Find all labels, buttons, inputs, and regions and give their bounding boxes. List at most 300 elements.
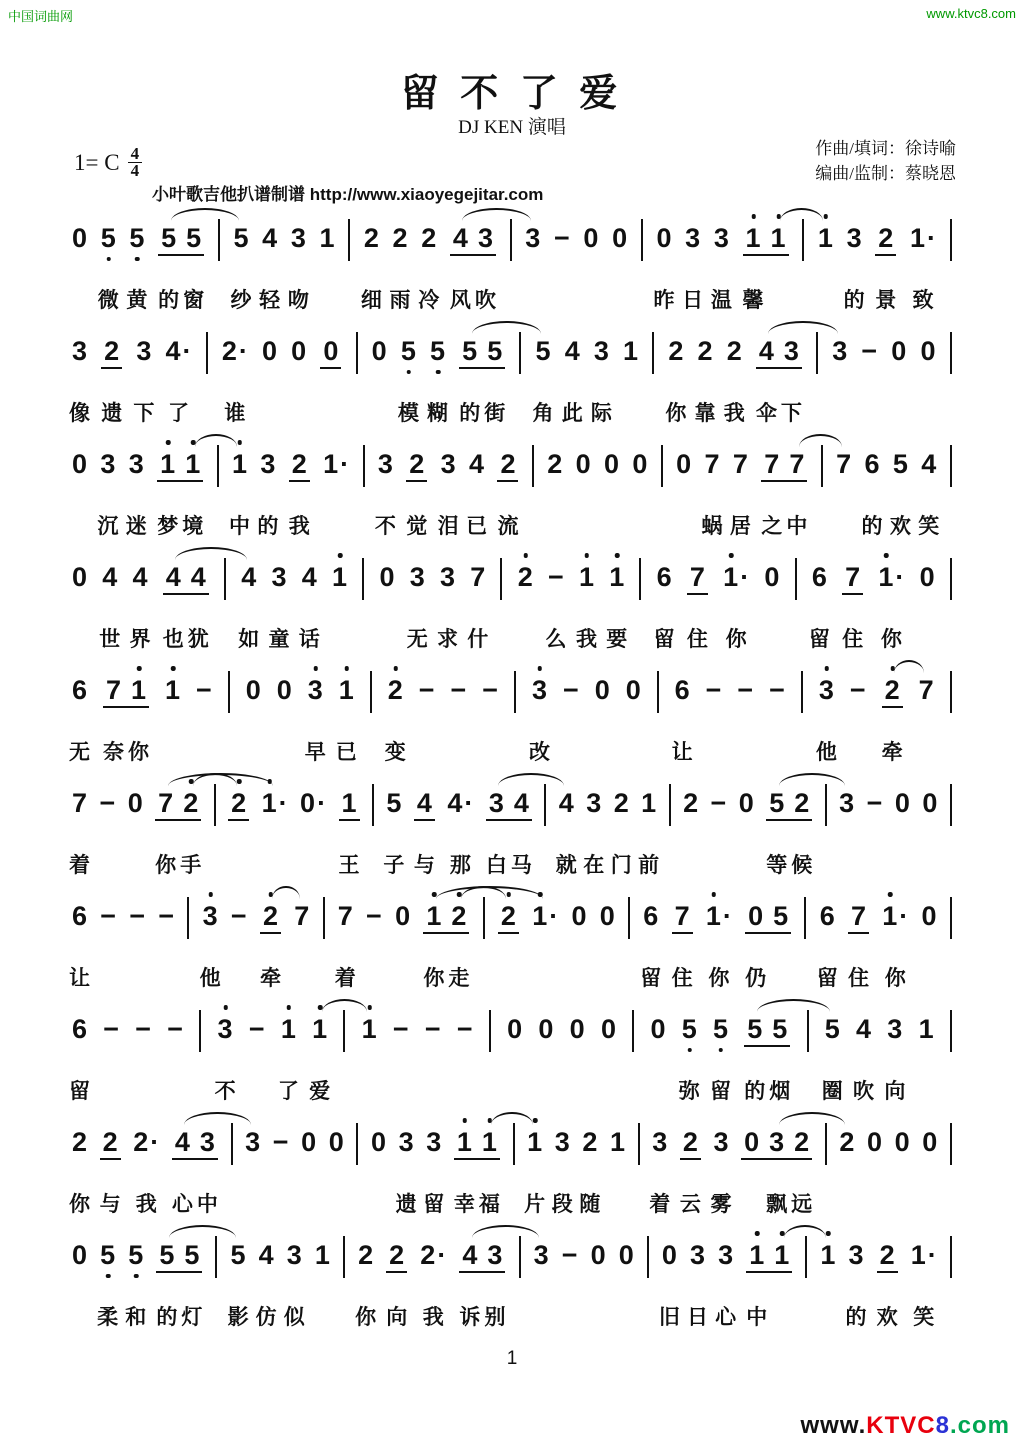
note-token: 3 (525, 223, 541, 253)
lyric-syllable: 致 (912, 289, 934, 312)
note-token: 0 (764, 562, 780, 592)
barline (214, 784, 216, 826)
note-token: 3 (487, 1240, 503, 1270)
lyric-syllable: 微 (97, 289, 119, 312)
lyric-syllable: 诉 (459, 1306, 481, 1329)
note-token: 7 (689, 562, 705, 592)
note-token: 5 (462, 336, 478, 366)
note-token: 7 (704, 449, 720, 479)
lyrics-row (69, 962, 952, 998)
note-token: 5 (100, 223, 116, 253)
augmentation-dot: · (340, 449, 350, 479)
beam-group (450, 222, 496, 256)
slur-arc (779, 773, 845, 786)
barline (519, 1236, 521, 1278)
note-token: 0 (538, 1014, 554, 1044)
music-system (69, 884, 952, 997)
note-token: 6 (656, 562, 672, 592)
barline (950, 445, 952, 487)
barline (647, 1236, 649, 1278)
barline (807, 1010, 809, 1052)
lyrics-row (72, 623, 952, 659)
lyric-syllable: 觉 (406, 515, 428, 538)
note-token: − (135, 1014, 152, 1044)
note-token: 3 (260, 449, 276, 479)
note-token: 1 · (910, 1240, 937, 1270)
note-token: − (547, 562, 564, 592)
beam-group (414, 787, 435, 821)
note-token: 2 · (420, 1240, 447, 1270)
barline (215, 1236, 217, 1278)
lyric-syllable: 着 (69, 854, 91, 877)
note-token: 6 (819, 901, 835, 931)
barline (224, 558, 226, 600)
lyric-syllable: 际 (590, 402, 612, 425)
lyric-syllable: 的 (843, 289, 865, 312)
barline (825, 1123, 827, 1165)
barline (323, 897, 325, 939)
note-token: 1 (314, 1240, 330, 1270)
note-token: 3 (713, 1127, 729, 1157)
note-token: 6 (864, 449, 880, 479)
key-prefix: 1= C (74, 149, 120, 175)
lyric-syllable: 欢 (876, 1306, 898, 1329)
note-token: 5 (400, 336, 416, 366)
lyric-syllable: 和 (125, 1306, 147, 1329)
notes-row (72, 1110, 952, 1176)
note-token: 0 (590, 1240, 606, 1270)
note-token: 3 (271, 562, 287, 592)
lyric-syllable: 留 (69, 1080, 91, 1103)
note-token: 0 (676, 449, 692, 479)
slur-arc (472, 1225, 539, 1238)
lyric-syllable: 日 (682, 289, 704, 312)
note-token: 1 (361, 1014, 377, 1044)
note-token: 4 (921, 449, 937, 479)
barline (638, 1123, 640, 1165)
note-token: 1 (332, 562, 348, 592)
note-token: 3 (689, 1240, 706, 1270)
slur-arc (169, 1225, 236, 1238)
lyric-syllable: 泪 (437, 515, 459, 538)
note-token: 3 (286, 1240, 302, 1270)
barline (821, 445, 823, 487)
note-token: 3 (307, 675, 323, 705)
note-token: 0 (618, 1240, 634, 1270)
note-token: 0 (379, 562, 395, 592)
note-token: 1 (820, 1240, 836, 1270)
lyric-syllable: 遗 (101, 402, 123, 425)
note-token: − (230, 901, 247, 931)
lyric-syllable: 笑 (913, 1306, 935, 1329)
note-token: 0 (919, 562, 935, 592)
beam-group (228, 787, 249, 821)
lyric-syllable: 日 (687, 1306, 708, 1329)
lyric-syllable: 弥 (678, 1080, 700, 1103)
beam-group (746, 1239, 792, 1273)
note-token: 1 (456, 1127, 472, 1157)
note-token: − (561, 1240, 578, 1270)
note-token: − (418, 675, 435, 705)
brand-8: 8 (935, 1412, 950, 1439)
note-token: 2 (879, 1240, 895, 1270)
note-token: − (103, 1014, 120, 1044)
lyric-syllable: 沉 (97, 515, 119, 538)
note-token: 5 (230, 1240, 246, 1270)
lyric-syllable: 旧 (658, 1306, 680, 1329)
note-token: 7 (764, 449, 780, 479)
note-token: 6 (811, 562, 827, 592)
note-token: 3 (136, 336, 152, 366)
music-system (72, 545, 952, 658)
note-token: 7 (674, 901, 690, 931)
barline (514, 671, 516, 713)
lyric-syllable: 蜗 (701, 515, 723, 538)
note-token: 2 (409, 449, 425, 479)
lyric-syllable: 馨 (742, 289, 764, 312)
note-token: 0 (72, 1240, 88, 1270)
note-token: − (450, 675, 467, 705)
note-token: 3 (554, 1127, 570, 1157)
barline (206, 332, 208, 374)
note-token: 5 (233, 223, 249, 253)
lyric-syllable: 欢 (889, 515, 911, 538)
note-token: 5 (747, 1014, 763, 1044)
barline (639, 558, 641, 600)
augmentation-dot: · (182, 336, 192, 366)
lyric-syllable: 窗 (183, 289, 205, 312)
site-name-left[interactable]: 中国词曲网 (8, 9, 74, 24)
lyric-syllable: 已 (466, 515, 488, 538)
lyric-syllable: 童 (268, 628, 290, 651)
lyric-syllable: 什 (467, 628, 489, 651)
note-token: 2 (451, 901, 467, 931)
note-token: 2 (683, 788, 699, 818)
note-token: 7 (72, 788, 88, 818)
lyric-syllable: 细 (360, 289, 382, 312)
note-token: 4 (301, 562, 317, 592)
note-token: 0 (921, 901, 937, 931)
lyric-syllable: 与 (99, 1193, 121, 1216)
lyric-syllable: 子 (383, 854, 405, 877)
note-token: 3 (398, 1127, 414, 1157)
lyric-syllable: 仍 (745, 967, 767, 990)
note-token: 7 (836, 449, 852, 479)
barline (363, 445, 365, 487)
maker-url: http://www.xiaoyegejitar.com (309, 185, 544, 204)
note-token: 1 (338, 675, 354, 705)
barline (641, 219, 643, 261)
lyric-syllable: 居 (729, 515, 751, 538)
barline (950, 219, 952, 261)
note-token: 1 · (261, 788, 288, 818)
slur-arc (799, 434, 842, 447)
augmentation-dot: · (150, 1127, 160, 1157)
lyric-syllable: 笑 (918, 515, 940, 538)
lyric-syllable: 影 (227, 1306, 249, 1329)
beam-group (497, 448, 518, 482)
augmentation-dot: · (317, 788, 327, 818)
note-token: 2 (104, 336, 120, 366)
note-token: 4 (513, 788, 529, 818)
note-token: 2 (500, 901, 516, 931)
note-token: 0 (656, 223, 672, 253)
note-token: 7 (337, 901, 353, 931)
lyric-syllable: 牵 (259, 967, 281, 990)
beam-group (745, 900, 791, 934)
barline (950, 897, 952, 939)
lyric-syllable: 马 (510, 854, 532, 877)
note-token: 1 (131, 675, 147, 705)
note-token: 3 (488, 788, 504, 818)
note-token: 4 (462, 1240, 478, 1270)
slur-arc (472, 321, 541, 334)
lyric-syllable: 下 (133, 402, 155, 425)
lyric-syllable: 飘 (766, 1193, 788, 1216)
slur-arc (195, 434, 238, 447)
note-token: 0 (507, 1014, 523, 1044)
note-token: 4 · (165, 336, 192, 366)
lyric-syllable: 吹 (474, 289, 496, 312)
note-token: 0 · (300, 788, 327, 818)
augmentation-dot: · (464, 788, 474, 818)
lyric-syllable: 留 (423, 1193, 445, 1216)
barline (950, 1010, 952, 1052)
lyric-syllable: 的 (845, 1306, 867, 1329)
notes-row (72, 771, 952, 837)
lyric-syllable: 改 (528, 741, 550, 764)
note-token: 3 (533, 1240, 549, 1270)
note-token: − (456, 1014, 473, 1044)
note-token: − (248, 1014, 265, 1044)
augmentation-dot: · (722, 901, 732, 931)
augmentation-dot: · (278, 788, 288, 818)
note-token: 0 (625, 675, 641, 705)
beam-group (486, 787, 532, 821)
note-token: − (861, 336, 878, 366)
barline (510, 219, 512, 261)
lyric-syllable: 奈 (103, 741, 125, 764)
barline (343, 1236, 345, 1278)
note-token: 3 (426, 1127, 442, 1157)
lyric-syllable: 走 (448, 967, 470, 990)
lyric-syllable: 中 (228, 515, 250, 538)
note-token: 1 (481, 1127, 497, 1157)
lyric-syllable: 住 (847, 967, 869, 990)
lyric-syllable: 的 (861, 515, 883, 538)
note-token: 4 (564, 336, 580, 366)
barline (532, 445, 534, 487)
beam-group (156, 1239, 202, 1273)
barline (669, 784, 671, 826)
note-token: 3 (783, 336, 799, 366)
note-token: 4 (241, 562, 257, 592)
note-token: 3 (839, 788, 855, 818)
note-token: 3 (586, 788, 602, 818)
lyric-syllable: 我 (288, 515, 310, 538)
lyric-syllable: 吻 (287, 289, 309, 312)
beam-group (386, 1239, 407, 1273)
lyric-syllable: 谁 (224, 402, 246, 425)
note-token: 3 (652, 1127, 668, 1157)
note-token: 7 (845, 562, 861, 592)
lyric-syllable: 伞 (755, 402, 777, 425)
note-token: 7 (732, 449, 748, 479)
note-token: 6 (72, 901, 88, 931)
note-token: 6 (643, 901, 659, 931)
beam-group (459, 1239, 505, 1273)
note-token: 3 (887, 1014, 903, 1044)
artist-line: DJ KEN 演唱 (458, 117, 566, 138)
barline (950, 671, 952, 713)
barline (348, 219, 350, 261)
note-token: 4 (102, 562, 118, 592)
lyric-syllable: 烟 (769, 1080, 791, 1103)
site-url-right[interactable]: www.ktvc8.com (926, 6, 1016, 21)
note-token: − (562, 675, 579, 705)
note-token: 0 (894, 788, 910, 818)
slur-arc (462, 208, 530, 221)
note-token: 2 (421, 223, 437, 253)
note-token: 2 (582, 1127, 598, 1157)
note-token: 5 (681, 1014, 697, 1044)
slur-arc (894, 660, 924, 673)
lyric-syllable: 云 (679, 1193, 701, 1216)
notes-row (72, 1223, 952, 1289)
note-token: 2 (613, 788, 629, 818)
note-token: 1 (312, 1014, 328, 1044)
barline (500, 558, 502, 600)
note-token: − (769, 675, 785, 705)
beam-group (842, 561, 863, 595)
note-token: − (866, 788, 883, 818)
note-token: 0 (866, 1127, 882, 1157)
note-token: 0 (920, 336, 936, 366)
lyrics-row (72, 1301, 952, 1337)
barline (632, 1010, 634, 1052)
note-token: 2 · (133, 1127, 160, 1157)
lyric-syllable: 已 (335, 741, 357, 764)
barline (343, 1010, 345, 1052)
barline (544, 784, 546, 826)
note-token: 3 (245, 1127, 261, 1157)
lyric-syllable: 中 (786, 515, 808, 538)
note-token: 1 (749, 1240, 765, 1270)
note-token: 5 (430, 336, 446, 366)
beam-group (339, 787, 360, 821)
note-token: 4 (558, 788, 574, 818)
note-token: − (424, 1014, 441, 1044)
lyric-syllable: 牵 (881, 741, 903, 764)
barline (513, 1123, 515, 1165)
note-token: 2 (794, 788, 810, 818)
note-token: 2 (682, 1127, 698, 1157)
lyric-syllable: 我 (135, 1193, 157, 1216)
composer-credit: 作曲/填词：徐诗喻 (815, 139, 956, 158)
beam-group (406, 448, 427, 482)
lyric-syllable: 你 (128, 741, 150, 764)
note-token: 2 (697, 336, 713, 366)
note-token: 3 (439, 562, 455, 592)
footer-brand[interactable] (801, 1412, 1011, 1440)
beam-group (744, 1013, 790, 1047)
note-token: 0 (632, 449, 648, 479)
lyric-syllable: 话 (298, 628, 320, 651)
lyric-syllable: 街 (484, 402, 506, 425)
note-token: 0 (583, 223, 599, 253)
note-token: 5 (184, 1240, 200, 1270)
note-token: 5 (159, 1240, 175, 1270)
slur-arc (184, 1112, 250, 1125)
note-token: 7 (918, 675, 934, 705)
slur-arc (768, 321, 837, 334)
lyric-syllable: 冷 (418, 289, 440, 312)
note-token: 7 (850, 901, 866, 931)
barline (816, 332, 818, 374)
note-token: 0 (571, 901, 587, 931)
note-token: 0 (603, 449, 619, 479)
note-token: − (100, 901, 117, 931)
note-token: 5 (769, 788, 785, 818)
note-token: 0 (323, 336, 339, 366)
note-token: 0 (922, 788, 938, 818)
note-token: 0 (72, 449, 88, 479)
lyric-syllable: 你 (708, 967, 730, 990)
note-token: 4 (165, 562, 181, 592)
lyric-syllable: 让 (671, 741, 693, 764)
note-token: 0 (72, 223, 88, 253)
beam-group (848, 900, 869, 934)
barline (187, 897, 189, 939)
note-token: − (167, 1014, 184, 1044)
note-token: 0 (245, 675, 261, 705)
note-token: 7 (106, 675, 122, 705)
note-token: 3 (593, 336, 609, 366)
barline (370, 671, 372, 713)
note-token: 0 (371, 336, 387, 366)
note-token: 3 (440, 449, 456, 479)
lyric-syllable: 糊 (427, 402, 449, 425)
beam-group (459, 335, 505, 369)
lyrics-row (69, 397, 952, 433)
beam-group (761, 448, 807, 482)
slur-arc (780, 208, 823, 221)
note-token: 1 (745, 223, 761, 253)
beam-group (766, 787, 812, 821)
music-system (72, 206, 952, 319)
lyric-syllable: 了 (168, 402, 190, 425)
note-token: 2 (392, 223, 408, 253)
lyric-syllable: 的 (459, 402, 481, 425)
note-token: 0 (599, 901, 615, 931)
slur-arc (175, 547, 247, 560)
beam-group (260, 900, 281, 934)
note-token: 4 (132, 562, 148, 592)
lyric-syllable: 你 (69, 1193, 91, 1216)
note-token: 2 (102, 1127, 118, 1157)
note-token: 0 (127, 788, 143, 818)
song-title: 留 不 了 爱 (400, 73, 624, 115)
note-token: 0 (891, 336, 907, 366)
barline (950, 1123, 952, 1165)
note-token: 0 (661, 1240, 677, 1270)
note-token: 5 (129, 223, 145, 253)
note-token: 1 (165, 675, 181, 705)
note-token: 2 (231, 788, 247, 818)
lyric-syllable: 景 (875, 289, 897, 312)
maker-credit (152, 180, 543, 205)
note-token: 2 (389, 1240, 405, 1270)
